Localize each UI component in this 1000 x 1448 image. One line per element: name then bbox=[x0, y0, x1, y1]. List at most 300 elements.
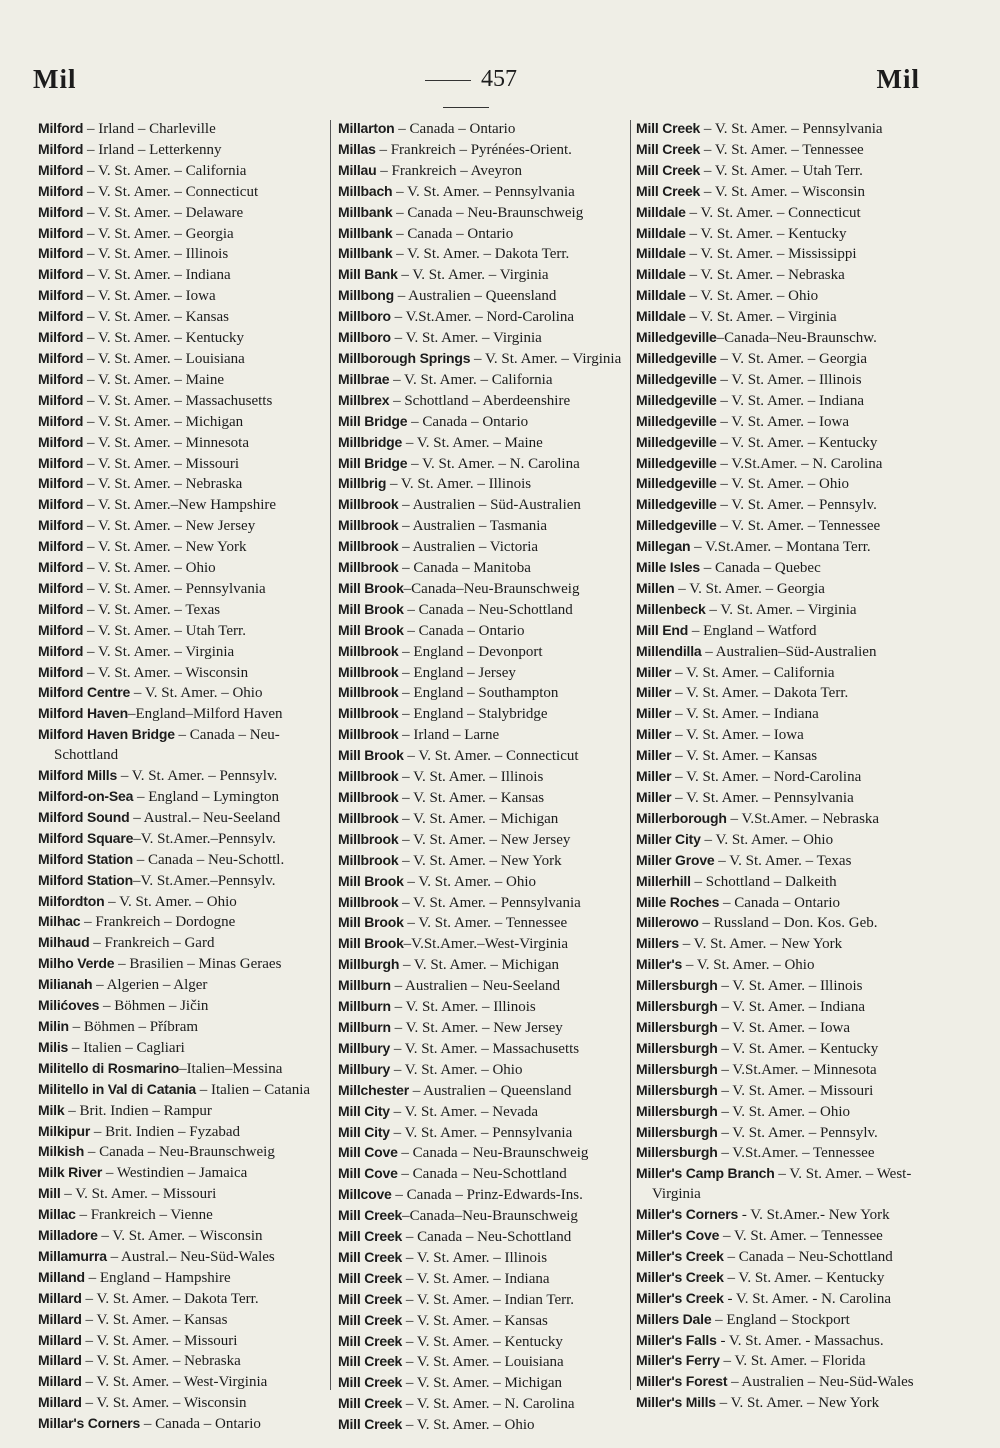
gazetteer-entry bbox=[636, 767, 928, 788]
entry-headword: Milianah bbox=[38, 976, 93, 993]
column-2 bbox=[338, 119, 628, 1436]
gazetteer-entry bbox=[636, 934, 928, 955]
gazetteer-entry bbox=[636, 412, 928, 433]
gazetteer-entry bbox=[636, 872, 928, 893]
entry-headword: Miller bbox=[636, 768, 672, 785]
gazetteer-entry bbox=[338, 412, 628, 433]
gazetteer-entry bbox=[38, 412, 326, 433]
entry-location: – V. St. Amer. – Mississippi bbox=[685, 246, 857, 263]
entry-headword: Milford Station bbox=[38, 871, 133, 888]
entry-location: – V. St. Amer. – Indiana bbox=[716, 392, 865, 409]
gazetteer-entry bbox=[636, 537, 928, 558]
entry-location: – V. St. Amer. – Illinois bbox=[386, 476, 532, 493]
entry-location: –V.St.Amer.–West-Virginia bbox=[403, 936, 569, 953]
entry-location: – V. St. Amer. – Pennsylv. bbox=[716, 497, 877, 514]
gazetteer-entry bbox=[38, 203, 326, 224]
gazetteer-entry bbox=[338, 537, 628, 558]
entry-location: – V. St. Amer. – Connecticut bbox=[685, 204, 861, 221]
entry-headword: Milland bbox=[38, 1268, 85, 1285]
gazetteer-entry bbox=[636, 1310, 928, 1331]
gazetteer-entry bbox=[338, 1311, 628, 1332]
gazetteer-entry bbox=[636, 893, 928, 914]
entry-headword: Millbrae bbox=[338, 370, 390, 387]
entry-headword: Miller's Creek bbox=[636, 1247, 724, 1264]
entry-location: – V. St. Amer. – West-Virginia bbox=[652, 1166, 912, 1203]
entry-headword: Millersburgh bbox=[636, 977, 718, 994]
entry-headword: Mille Isles bbox=[636, 559, 700, 576]
entry-location: – V. St. Amer. – Ohio bbox=[403, 873, 537, 890]
entry-location: – Böhmen – Jičin bbox=[99, 998, 209, 1015]
gazetteer-entry bbox=[338, 1060, 628, 1081]
gazetteer-entry bbox=[636, 1205, 928, 1226]
gazetteer-entry bbox=[636, 224, 928, 245]
gazetteer-entry bbox=[636, 1102, 928, 1123]
entry-location: – V. St. Amer. – Maine bbox=[83, 371, 224, 388]
entry-headword: Mill Creek bbox=[338, 1269, 403, 1286]
entry-headword: Millerowo bbox=[636, 914, 699, 931]
entry-headword: Mill Brook bbox=[338, 621, 404, 638]
gazetteer-entry bbox=[38, 1017, 326, 1038]
gazetteer-entry bbox=[636, 1247, 928, 1268]
gazetteer-entry bbox=[338, 161, 628, 182]
entry-location: – V. St. Amer. – Pennsylvania bbox=[671, 790, 854, 806]
gazetteer-entry bbox=[38, 1372, 326, 1393]
entry-headword: Mill Brook bbox=[338, 600, 404, 617]
entry-headword: Milledgeville bbox=[636, 517, 717, 534]
gazetteer-entry bbox=[636, 328, 928, 349]
entry-location: – V. St. Amer. – Kentucky bbox=[716, 434, 878, 451]
gazetteer-entry bbox=[338, 244, 628, 265]
entry-headword: Mill Creek bbox=[338, 1353, 403, 1370]
gazetteer-entry bbox=[636, 1351, 928, 1372]
gazetteer-entry bbox=[38, 349, 326, 370]
entry-headword: Mill End bbox=[636, 621, 689, 638]
gazetteer-entry bbox=[338, 683, 628, 704]
entry-headword: Mill Brook bbox=[338, 872, 404, 889]
entry-headword: Milford bbox=[38, 266, 84, 283]
entry-headword: Miller's Camp Branch bbox=[636, 1165, 775, 1182]
gazetteer-entry bbox=[338, 872, 628, 893]
entry-headword: Mill City bbox=[338, 1123, 390, 1140]
entry-location: – V. St. Amer. – Illinois bbox=[716, 371, 862, 388]
gazetteer-entry bbox=[636, 913, 928, 934]
entry-location: – Böhmen – Příbram bbox=[68, 1018, 199, 1035]
entry-location: – V. St. Amer. – Kansas bbox=[398, 790, 545, 806]
entry-headword: Milledgeville bbox=[636, 433, 717, 450]
gazetteer-entry bbox=[38, 704, 326, 725]
gazetteer-entry bbox=[338, 119, 628, 140]
entry-location: – Brit. Indien – Fyzabad bbox=[90, 1123, 241, 1140]
entry-location: – Austral.– Neu-Süd-Wales bbox=[106, 1248, 275, 1265]
entry-headword: Millard bbox=[38, 1373, 82, 1390]
entry-headword: Miller's Falls bbox=[636, 1331, 717, 1348]
entry-headword: Milldale bbox=[636, 308, 686, 325]
gazetteer-entry bbox=[38, 600, 326, 621]
entry-headword: Milledgeville bbox=[636, 391, 717, 408]
gazetteer-entry bbox=[38, 328, 326, 349]
entry-headword: Millersburgh bbox=[636, 1102, 718, 1119]
entry-location: – V. St. Amer. – New Jersey bbox=[398, 831, 571, 848]
entry-location: – V. St. Amer. – Texas bbox=[714, 852, 852, 869]
gazetteer-entry bbox=[338, 349, 628, 370]
entry-location: – V. St. Amer. – Pennsylvania bbox=[389, 1124, 573, 1141]
entry-location: – Australien – Victoria bbox=[398, 539, 539, 556]
entry-headword: Millbrook bbox=[338, 789, 399, 805]
gazetteer-entry bbox=[38, 1268, 326, 1289]
entry-headword: Miller bbox=[636, 684, 672, 701]
entry-location: – V. St. Amer. – Texas bbox=[83, 601, 221, 618]
entry-headword: Milledgeville bbox=[636, 349, 717, 366]
entry-headword: Mill Brook bbox=[338, 747, 404, 764]
gazetteer-entry bbox=[338, 558, 628, 579]
entry-headword: Millbrook bbox=[338, 768, 399, 785]
entry-headword: Milford bbox=[38, 538, 84, 555]
gazetteer-entry bbox=[38, 537, 326, 558]
gazetteer-entry bbox=[38, 140, 326, 161]
gazetteer-entry bbox=[636, 725, 928, 746]
entry-headword: Millboro bbox=[338, 329, 391, 346]
entry-location: – V. St. Amer. – Missouri bbox=[717, 1082, 874, 1099]
entry-location: – V. St. Amer. – Massachusetts bbox=[83, 392, 273, 409]
entry-headword: Miller bbox=[636, 663, 672, 680]
entry-headword: Milford bbox=[38, 579, 84, 596]
gazetteer-entry bbox=[38, 495, 326, 516]
column-1 bbox=[38, 119, 326, 1435]
entry-headword: Milford bbox=[38, 412, 84, 429]
entry-headword: Millbury bbox=[338, 1060, 391, 1077]
gazetteer-entry bbox=[38, 1331, 326, 1352]
gazetteer-entry bbox=[636, 1268, 928, 1289]
entry-headword: Millboro bbox=[338, 308, 391, 325]
entry-location: – Schottland – Aberdeenshire bbox=[389, 392, 571, 409]
gazetteer-entry bbox=[636, 1143, 928, 1164]
entry-location: – V. St. Amer. – Kentucky bbox=[717, 1040, 879, 1057]
entry-location: – V. St. Amer. – Georgia bbox=[83, 225, 234, 242]
gazetteer-entry bbox=[38, 286, 326, 307]
entry-headword: Milledgeville bbox=[636, 329, 717, 346]
entry-headword: Milledgeville bbox=[636, 412, 717, 429]
entry-headword: Millbong bbox=[338, 287, 394, 304]
gazetteer-entry bbox=[338, 642, 628, 663]
entry-location: – V. St. Amer. – Nord-Carolina bbox=[671, 769, 862, 786]
entry-location: – V. St. Amer. – Pennsylvania bbox=[83, 580, 266, 597]
entry-headword: Milford bbox=[38, 454, 84, 471]
entry-location: – V. St. Amer. – Kansas bbox=[671, 748, 818, 765]
entry-location: – Irland – Larne bbox=[398, 727, 500, 744]
entry-headword: Milkish bbox=[38, 1143, 85, 1160]
gazetteer-entry bbox=[338, 224, 628, 245]
entry-location: – Frankreich – Gard bbox=[89, 935, 215, 952]
entry-headword: Milk bbox=[38, 1101, 65, 1118]
gazetteer-entry bbox=[338, 767, 628, 788]
entry-headword: Milford bbox=[38, 621, 84, 638]
entry-location: – V. St. Amer. – Kentucky bbox=[685, 225, 847, 242]
entry-headword: Millenbeck bbox=[636, 600, 706, 617]
entry-location: – V. St. Amer. – Michigan bbox=[402, 1375, 563, 1392]
gazetteer-entry bbox=[38, 244, 326, 265]
running-head-right: Mil bbox=[876, 64, 920, 94]
entry-location: – V. St. Amer. – California bbox=[389, 371, 553, 388]
gazetteer-entry bbox=[338, 307, 628, 328]
gazetteer-entry bbox=[636, 495, 928, 516]
entry-headword: Millchester bbox=[338, 1081, 409, 1098]
entry-headword: Millbrook bbox=[338, 830, 399, 847]
entry-headword: Mill Cove bbox=[338, 1144, 398, 1161]
entry-location: – V. St. Amer. – Illinois bbox=[390, 999, 536, 1016]
entry-headword: Milford bbox=[38, 663, 84, 680]
entry-location: – V. St. Amer. – Nebraska bbox=[685, 267, 845, 284]
entry-headword: Milledgeville bbox=[636, 475, 717, 492]
gazetteer-entry bbox=[38, 975, 326, 996]
entry-headword: Milford Haven bbox=[38, 705, 128, 722]
entry-headword: Millbrook bbox=[338, 705, 399, 722]
entry-location: – Australien – Neu-Süd-Wales bbox=[727, 1374, 914, 1391]
entry-location: – V.St.Amer. – Minnesota bbox=[717, 1061, 877, 1078]
entry-location: – V. St. Amer. – Kentucky bbox=[723, 1269, 885, 1286]
gazetteer-entry bbox=[636, 244, 928, 265]
entry-location: – Australien – Süd-Australien bbox=[398, 497, 581, 514]
entry-headword: Millerborough bbox=[636, 809, 727, 826]
gazetteer-entry bbox=[636, 746, 928, 767]
entry-location: – Frankreich – Aveyron bbox=[376, 162, 523, 179]
gazetteer-entry bbox=[38, 433, 326, 454]
entry-location: – V. St. Amer. – Kansas bbox=[83, 309, 229, 326]
entry-location: – England – Watford bbox=[688, 622, 817, 639]
entry-headword: Millbach bbox=[338, 182, 393, 199]
gazetteer-entry bbox=[38, 1393, 326, 1414]
entry-location: – V. St. Amer. – Virginia bbox=[397, 267, 549, 284]
gazetteer-entry bbox=[636, 600, 928, 621]
gazetteer-entry bbox=[338, 746, 628, 767]
entry-headword: Milford bbox=[38, 517, 84, 534]
entry-headword: Mill Creek bbox=[338, 1374, 403, 1391]
gazetteer-entry bbox=[636, 663, 928, 684]
entry-location: –England–Milford Haven bbox=[127, 706, 283, 723]
gazetteer-entry bbox=[38, 996, 326, 1017]
gazetteer-entry bbox=[338, 579, 628, 600]
gazetteer-entry bbox=[338, 830, 628, 851]
gazetteer-entry bbox=[636, 161, 928, 182]
entry-location: –Canada–Neu-Braunschw. bbox=[716, 330, 877, 347]
entry-location: – V. St. Amer. – Iowa bbox=[83, 288, 216, 305]
entry-location: – V. St. Amer. – Delaware bbox=[83, 204, 244, 221]
entry-headword: Mill Bank bbox=[338, 266, 398, 283]
gazetteer-entry bbox=[38, 1205, 326, 1226]
entry-location: – V. St. Amer. – Missouri bbox=[83, 455, 239, 472]
entry-location: - V. St. Amer. - Massachus. bbox=[716, 1332, 884, 1349]
entry-location: – England – Stockport bbox=[711, 1311, 850, 1328]
entry-headword: Milledgeville bbox=[636, 370, 717, 387]
entry-headword: Mill Creek bbox=[338, 1248, 403, 1265]
entry-headword: Milford Mills bbox=[38, 767, 118, 784]
gazetteer-entry bbox=[38, 683, 326, 704]
entry-location: – Canada – Ontario bbox=[407, 413, 529, 430]
entry-headword: Mill Creek bbox=[338, 1228, 403, 1245]
gazetteer-entry bbox=[338, 1081, 628, 1102]
entry-headword: Milford bbox=[38, 308, 84, 325]
entry-location: – V. St. Amer. – New York bbox=[398, 852, 562, 869]
entry-headword: Millborough Springs bbox=[338, 349, 471, 366]
entry-location: – Australien – Queensland bbox=[408, 1082, 572, 1099]
entry-location: – Canada – Neu-Schottland bbox=[402, 1229, 572, 1246]
entry-location: – V. St. Amer. – Indiana bbox=[402, 1270, 550, 1287]
gazetteer-entry bbox=[338, 1227, 628, 1248]
gazetteer-entry bbox=[38, 621, 326, 642]
gazetteer-entry bbox=[38, 933, 326, 954]
gazetteer-entry bbox=[38, 871, 326, 892]
entry-headword: Millbridge bbox=[338, 433, 403, 450]
entry-headword: Mill Creek bbox=[338, 1290, 403, 1307]
gazetteer-entry bbox=[636, 1018, 928, 1039]
entry-location: – V. St. Amer. – Nevada bbox=[389, 1103, 539, 1120]
entry-location: – V.St.Amer. – N. Carolina bbox=[716, 455, 883, 472]
gazetteer-entry bbox=[338, 725, 628, 746]
entry-headword: Millersburgh bbox=[636, 1081, 718, 1098]
gazetteer-entry bbox=[338, 286, 628, 307]
gazetteer-entry bbox=[338, 704, 628, 725]
entry-location: – Frankreich – Dordogne bbox=[80, 914, 236, 931]
entry-location: – V.St.Amer. – Tennessee bbox=[717, 1145, 875, 1162]
entry-headword: Miller's Corners bbox=[636, 1206, 739, 1223]
entry-location: – England – Southampton bbox=[398, 685, 559, 702]
gazetteer-entry bbox=[338, 621, 628, 642]
entry-location: – Canada – Manitoba bbox=[398, 560, 531, 577]
entry-location: – Irland – Letterkenny bbox=[83, 141, 222, 158]
entry-headword: Milkipur bbox=[38, 1122, 91, 1139]
gazetteer-entry bbox=[636, 1060, 928, 1081]
entry-location: – V. St. Amer. – Ohio bbox=[685, 288, 819, 305]
gazetteer-entry bbox=[38, 1101, 326, 1122]
entry-location: – V. St. Amer. – Dakota Terr. bbox=[671, 685, 849, 702]
entry-headword: Miller's Creek bbox=[636, 1268, 724, 1285]
entry-headword: Milldale bbox=[636, 245, 686, 262]
gazetteer-entry bbox=[636, 203, 928, 224]
gazetteer-entry bbox=[636, 391, 928, 412]
entry-headword: Milford bbox=[38, 140, 84, 157]
entry-headword: Milford bbox=[38, 203, 84, 220]
entry-location: – V. St. Amer. – Indiana bbox=[671, 706, 819, 723]
entry-headword: Milford bbox=[38, 120, 84, 136]
gazetteer-entry bbox=[38, 1310, 326, 1331]
entry-location: – Canada – Ontario bbox=[719, 894, 840, 911]
entry-location: – Italien – Cagliari bbox=[68, 1039, 185, 1056]
gazetteer-entry bbox=[38, 725, 326, 766]
gazetteer-entry bbox=[38, 558, 326, 579]
gazetteer-entry bbox=[338, 203, 628, 224]
entry-location: – Canada – Neu-Schottland bbox=[54, 727, 280, 764]
entry-location: – Australien – Neu-Seeland bbox=[390, 978, 560, 995]
entry-location: – V. St. Amer. – Kentucky bbox=[83, 330, 244, 347]
gazetteer-entry bbox=[636, 1226, 928, 1247]
entry-location: – Australien – Queensland bbox=[393, 288, 557, 305]
entry-location: – V. St. Amer. – Ohio bbox=[402, 1417, 535, 1434]
gazetteer-entry bbox=[636, 1164, 928, 1205]
entry-headword: Milford bbox=[38, 245, 84, 262]
entry-headword: Milk River bbox=[38, 1164, 103, 1181]
entry-headword: Milford bbox=[38, 559, 84, 576]
gazetteer-entry bbox=[338, 265, 628, 286]
gazetteer-entry bbox=[338, 934, 628, 955]
entry-headword: Mill Creek bbox=[636, 140, 701, 157]
gazetteer-entry bbox=[338, 1164, 628, 1185]
entry-headword: Milford Sound bbox=[38, 808, 130, 825]
entry-headword: Mill Brook bbox=[338, 914, 404, 931]
gazetteer-entry bbox=[338, 893, 628, 914]
entry-location: – V. St. Amer. – New York bbox=[715, 1395, 880, 1412]
entry-location: – V. St. Amer. – New Jersey bbox=[390, 1019, 563, 1036]
entry-headword: Milledgeville bbox=[636, 496, 717, 513]
entry-location: – V. St. Amer. – Utah Terr. bbox=[700, 162, 863, 179]
entry-headword: Milhaud bbox=[38, 934, 90, 951]
entry-headword: Mille Roches bbox=[636, 893, 720, 910]
gazetteer-entry bbox=[338, 1039, 628, 1060]
gazetteer-entry bbox=[338, 913, 628, 934]
entry-headword: Milićoves bbox=[38, 997, 100, 1014]
entry-headword: Miller bbox=[636, 747, 672, 764]
entry-location: – V. St. Amer. – Kentucky bbox=[402, 1333, 563, 1350]
gazetteer-entry bbox=[38, 1122, 326, 1143]
entry-location: – Canada – Ontario bbox=[392, 225, 514, 242]
entry-headword: Millers Dale bbox=[636, 1310, 712, 1327]
entry-headword: Millburn bbox=[338, 1018, 391, 1035]
gazetteer-entry bbox=[38, 1414, 326, 1435]
entry-location: – V. St. Amer. – Pennsylvania bbox=[700, 121, 883, 137]
entry-headword: Millersburgh bbox=[636, 1144, 718, 1161]
entry-headword: Miller bbox=[636, 726, 672, 743]
gazetteer-entry bbox=[38, 119, 326, 140]
gazetteer-entry bbox=[38, 829, 326, 850]
entry-location: – V. St. Amer. – Kansas bbox=[81, 1311, 228, 1328]
entry-headword: Milford bbox=[38, 349, 84, 366]
gazetteer-entry bbox=[636, 454, 928, 475]
entry-location: – V. St. Amer. – Pennsylvania bbox=[392, 183, 575, 200]
gazetteer-entry bbox=[338, 1143, 628, 1164]
entry-location: – V. St. Amer. – Iowa bbox=[671, 727, 804, 744]
gazetteer-entry bbox=[38, 224, 326, 245]
gazetteer-entry bbox=[338, 1352, 628, 1373]
entry-location: – V.St.Amer. – Montana Terr. bbox=[690, 539, 871, 556]
gazetteer-entry bbox=[338, 1394, 628, 1415]
gazetteer-entry bbox=[38, 1351, 326, 1372]
entry-location: – Canada – Neu-Braunschweig bbox=[84, 1144, 275, 1161]
entry-headword: Millbrook bbox=[338, 893, 399, 910]
entry-location: – V. St. Amer. – Illinois bbox=[83, 246, 229, 263]
entry-location: – Brasilien – Minas Geraes bbox=[114, 956, 282, 973]
gazetteer-entry bbox=[636, 265, 928, 286]
gazetteer-entry bbox=[38, 766, 326, 787]
page-header bbox=[0, 62, 1000, 102]
gazetteer-entry bbox=[338, 663, 628, 684]
column-3 bbox=[636, 119, 928, 1414]
entry-headword: Mill Bridge bbox=[338, 412, 408, 429]
gazetteer-entry bbox=[636, 1393, 928, 1414]
entry-location: – V. St. Amer. – Connecticut bbox=[403, 748, 579, 765]
gazetteer-entry bbox=[636, 307, 928, 328]
entry-headword: Miller's Ferry bbox=[636, 1352, 720, 1369]
entry-headword: Milford Square bbox=[38, 829, 134, 846]
entry-location: – V. St. Amer. – Tennessee bbox=[716, 518, 881, 535]
entry-location: – Canada – Neu-Braunschweig bbox=[397, 1145, 589, 1162]
entry-location: – V. St. Amer. – Virginia bbox=[83, 643, 235, 660]
entry-location: – V. St. Amer. – Nebraska bbox=[83, 476, 243, 493]
entry-location: – England – Hampshire bbox=[84, 1269, 231, 1286]
gazetteer-entry bbox=[38, 1142, 326, 1163]
entry-location: – V. St. Amer. – Iowa bbox=[717, 1019, 850, 1036]
gazetteer-entry bbox=[636, 286, 928, 307]
entry-location: – V. St. Amer. – Wisconsin bbox=[700, 183, 865, 200]
running-head-left: Mil bbox=[33, 64, 77, 94]
entry-location: – V. St. Amer. – Ohio bbox=[390, 1061, 523, 1078]
